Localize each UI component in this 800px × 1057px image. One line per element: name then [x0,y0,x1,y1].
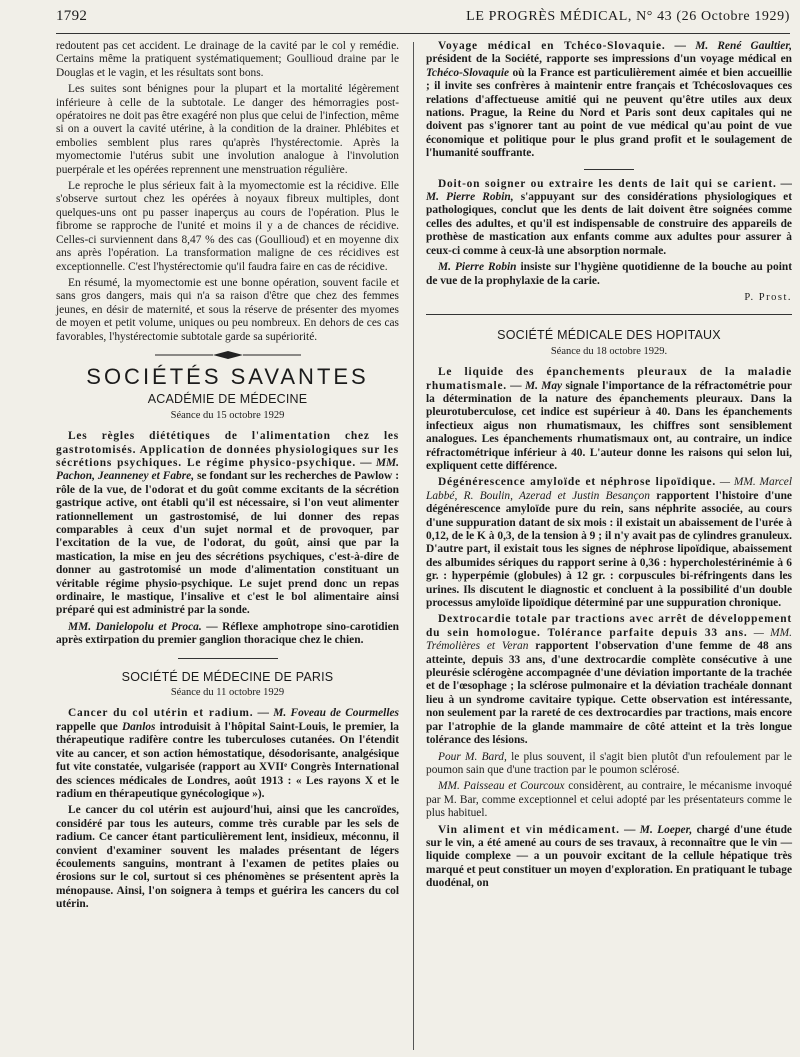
journal-title: LE PROGRÈS MÉDICAL, N° 43 (26 Octobre 1929) [466,9,790,24]
person-name: Danlos [121,720,156,733]
abstract-text: le plus souvent, il s'agit bien plutôt d'un refoulement par le poumon sain que d'une traction par le poumon sclérosé. [426,750,792,776]
abstract-authors: — M. René Gaultier, [674,40,792,52]
abstract-text: rappelle que [56,720,118,733]
abstract-title: Cancer du col utérin et radium. [68,707,254,720]
running-head [56,8,790,36]
abstract [426,261,792,288]
page-number: 1792 [56,8,88,24]
abstract [426,613,792,747]
abstract-text: s'appuyant sur des considérations physiologiques et pathologiques, conclut que les dents de lait doivent être soignées comme celles des adultes, et qu'il est indispensable de construire des appareils de prothèse de mastication aux enfants comme aux adultes pour assurer à ceux-ci comme à ceux-là une absorption normale. [426,191,792,257]
abstract-authors: — MM. Pachon, Jeanneney et Fabre, [56,456,400,483]
abstract-text: rapportent l'histoire d'une dégénérescence amyloïde pure du rein, sans néphrite associée, au cours d'une suppuration datant de six mois : il existait un abaissement de l'urée à 0,12, de le K à 0,3, de la tension à 9 ; il n'y avait pas de cylindres granuleux. D'autre part, il existait tous les signes de néphrose lipoïdique, abaissement des albumides sériques du rapport serine à 0,36 : hypercholestérinémie à 6 gr. : hyperpémie (globules) à 12 gr. : corpuscules bi-réfringents dans les urines. Ils discutent le diagnostic et concluent à la possibilité d'un double processus amyloïde lipoïdique déterminé par une suppuration chronique. [426,489,792,610]
abstract-text: président de la Société, rapporte ses impressions d'un voyage médical en [426,53,792,66]
sitting-date: Séance du 15 octobre 1929 [170,409,285,421]
paragraph: Les suites sont bénignes pour la plupart et la mortalité légèrement inférieure à celle de la subtotale. Le danger des hémorragies post-opératoires ne doit pas être exagéré non plus que celui de l'infection, même si on a ouvert la cavité utérine, à la condition de la drainer. Phlébites et embolies semblent plus rares qu'après l'hystérectomie. Après la myomectomie l'utérus subit une involution analogue à l'involution puerpérale et les opérées reprennent une menstruation régulière. [56,83,399,176]
paragraph: Le cancer du col utérin est aujourd'hui, ainsi que les cancroïdes, considéré par tous les auteurs, comme très curable par les sels de radium. Ce cancer étant particulièrement lent, insidieux, méconnu, il convient d'examiner souvent les malades présentant de légers écoulements sanguins, montrant à l'examen de petites plaies ou érosions sur le col, surtout si ces phénomènes se présentent après la ménopause. Ainsi, l'on soignera à temps et guérira les cancers du col utérin. [56,804,399,911]
abstract-authors: — M. Loeper, [624,823,693,836]
abstract-authors: — M. Pierre Robin, [426,177,792,204]
abstract-authors: MM. Paisseau et Courcoux [438,780,565,793]
paragraph: En résumé, la myomectomie est une bonne opération, souvent facile et sans gros dangers, mais qui n'a sa raison d'être que chez des femmes jeunes, en désir de maternité, et sous la réserve de présenter des myomes de moyen et petit volume, uniques ou peu nombreux. En dehors de ces cas favorables, l'hystérectomie subtotale garde sa supériorité. [56,276,399,343]
abstract-title: Vin aliment et vin médicament. [438,823,620,836]
abstract [426,780,792,820]
signature: P. Prost. [744,291,792,303]
society-heading: ACADÉMIE DE MÉDECINE [147,392,308,407]
section-rule [426,314,792,315]
abstract-title: Les règles diététiques de l'alimentation chez les gastrotomisés. Application de données physiologiques sur les sécrétions psychiques. Le régime physico-psychique. [56,430,399,469]
abstract-authors: — MM. Trémolières et Veran [426,626,792,653]
abstract-text: se fondant sur les recherches de Pawlow : rôle de la vue, de l'odorat et du goût comme excitants de la sécrétion gastrique active, ont établi qu'il est nécessaire, si l'on veut alimenter rationnellement un gastrostomisé, de lui donner des repas comparables à ceux d'un sujet normal et de provoquer, par l'excitation de la vue, de l'odorat, du goût, ainsi que par la mastication, la mise en jeu des sécrétions psychiques, c'est-à-dire de donner au gastrotomisé un mode d'alimentation constituant un véritable régime physio-psychique. Le sujet prend donc un repas ordinaire, le mastique, l'insalive et c'est le bol alimentaire ainsi préparé qui est administré par la sonde. [56,470,399,617]
abstract [426,366,792,473]
abstract-text: où la France est particulièrement aimée et bien accueillie ; il invite ses confrères à maintenir entre français et Tchécoslovaques ces relations d'affectueuse amitié qui ne peuvent qu'être utiles aux deux nations. Prague, la Reine du Nord et Paris sont deux capitales qui ne doivent pas s'ignorer tant au point de vue médical qu'au point de vue économique et politique pour le plus grand profit et le soulagement de l'humanité souffrante. [426,66,792,160]
abstract-authors: M. Pierre Robin [438,261,517,274]
short-rule [584,169,634,170]
abstract-text: insiste sur l'hygiène quotidienne de la bouche au point de vue de la prophylaxie de la carie. [426,261,792,287]
abstract-title: Dextrocardie totale par tractions avec arrêt de développement du sein homologue. Tolérance parfaite depuis 33 ans. [426,613,792,639]
paragraph: redoutent pas cet accident. Le drainage de la cavité par le col y remédie. Certains même la pratiquent systématiquement; Goullioud draine par le Douglas et le vagin, et les résultats sont bons. [56,40,399,79]
abstract-text: — Réflexe amphotrope sino-carotidien après extirpation du premier ganglion thoracique chez le chien. [56,620,399,647]
column-divider [413,42,414,1050]
place-name: Tchéco-Slovaquie [426,66,510,79]
abstract-title: Dégénérescence amyloïde et néphrose lipoïdique. [438,476,717,489]
sitting-date: Séance du 11 octobre 1929 [170,687,285,699]
right-column [426,40,792,894]
abstract [56,430,399,618]
abstract [56,621,399,648]
abstract-authors: — MM. Marcel Labbé, R. Boulin, Azerad et Justin Besançon [426,476,792,502]
abstract-text: introduisit à l'hôpital Saint-Louis, le premier, la thérapeutique radifère contre les tuberculoses cutanées. On l'étendit vite au cancer, et son action hémostatique, désodorisante, analgésique fut vite constatée, vulgarisée (rapport au XVIIᵉ Congrès International des sciences médicales de Londres, août 1913 : « Les rayons X et le radium en thérapeutique gynécologique »). [56,720,399,800]
abstract [426,476,792,610]
abstract-authors: Pour M. Bard, [438,750,507,763]
abstract-authors: — M. Foveau de Courmelles [257,707,399,720]
abstract-title: Le liquide des épanchements pleuraux de la maladie rhumatismale. [426,366,792,392]
ornament-divider [153,350,303,360]
left-column [56,40,399,915]
abstract-authors: MM. Danielopolu et Proca. [68,620,202,633]
abstract-text: signale l'importance de la réfractométrie pour la détermination de la nature des épanchements pleuraux. Dans la pleurotuberculose, cet indice est supérieur à 40. Dans les épanchements infectieux aigus non rhumatismaux, les chiffres sont sensiblement analogues. Les épanchements rhumatismaux ont, au contraire, un indice réfractométrique inférieur à 40. L'auteur donne les raisons qui selon lui, expliquent cette différence. [426,379,792,472]
society-heading: SOCIÉTÉ DE MÉDECINE DE PARIS [121,669,334,684]
abstract [426,178,792,258]
abstract-title: Doit-on soigner ou extraire les dents de lait qui se carient. [438,177,777,190]
paragraph: Le reproche le plus sérieux fait à la myomectomie est la récidive. Elle s'observe surtout chez les opérées à noyaux fibreux multiples, dont quelques-uns ont pu passer inaperçus au cours de l'opération. Plus le fibrome se rapproche de l'unité et moins il y a de chances de récidive. Celles-ci surviennent dans 8,47 % des cas (Goullioud) et en moyenne dix ans après l'opération. La transformation maligne de ces récidives est exceptionnelle. C'est l'hystérectomie qu'il faudra faire en cas de récidive. [56,180,399,273]
abstract-title: Voyage médical en Tchéco-Slovaquie. [438,40,666,52]
abstract [426,824,792,891]
short-rule [178,658,278,659]
abstract [56,707,399,801]
abstract-text: considèrent, au contraire, le mécanisme invoqué par M. Bar, comme exceptionnel et celui adopté par les présentateurs comme le plus habituel. [426,780,792,820]
section-title: SOCIÉTÉS SAVANTES [86,363,369,389]
abstract [426,751,792,778]
sitting-date: Séance du 18 octobre 1929. [550,345,668,357]
abstract [426,40,792,161]
abstract-text: chargé d'une étude sur le vin, a été amené au cours de ses travaux, à reconnaître que le vin — liquide complexe — a un pouvoir excitant de la cellule hépatique très marqué et peut constituer un moyen d'exploration. En pratiquant le tubage duodénal, on [426,823,792,890]
header-rule [56,33,790,34]
society-heading: SOCIÉTÉ MÉDICALE DES HOPITAUX [497,328,721,343]
abstract-text: rapportent l'observation d'une femme de 48 ans atteinte, depuis 33 ans, d'une dextrocardie complète consécutive à une pleurésie sclérogène accompagnée d'une déviation importante de la trachée et de l'œsophage ; la sclérose pulmonaire et la déviation trachéale donnant lieu à un syndrome cavitaire typique. Cette observation est intéressante, non seulement par la rareté de ces dextrocardies par tractions, mais encore par l'atrophie de la glande mammaire de côté atteint et la très longue tolérance des lésions. [426,640,792,747]
abstract-authors: — M. May [510,379,563,392]
